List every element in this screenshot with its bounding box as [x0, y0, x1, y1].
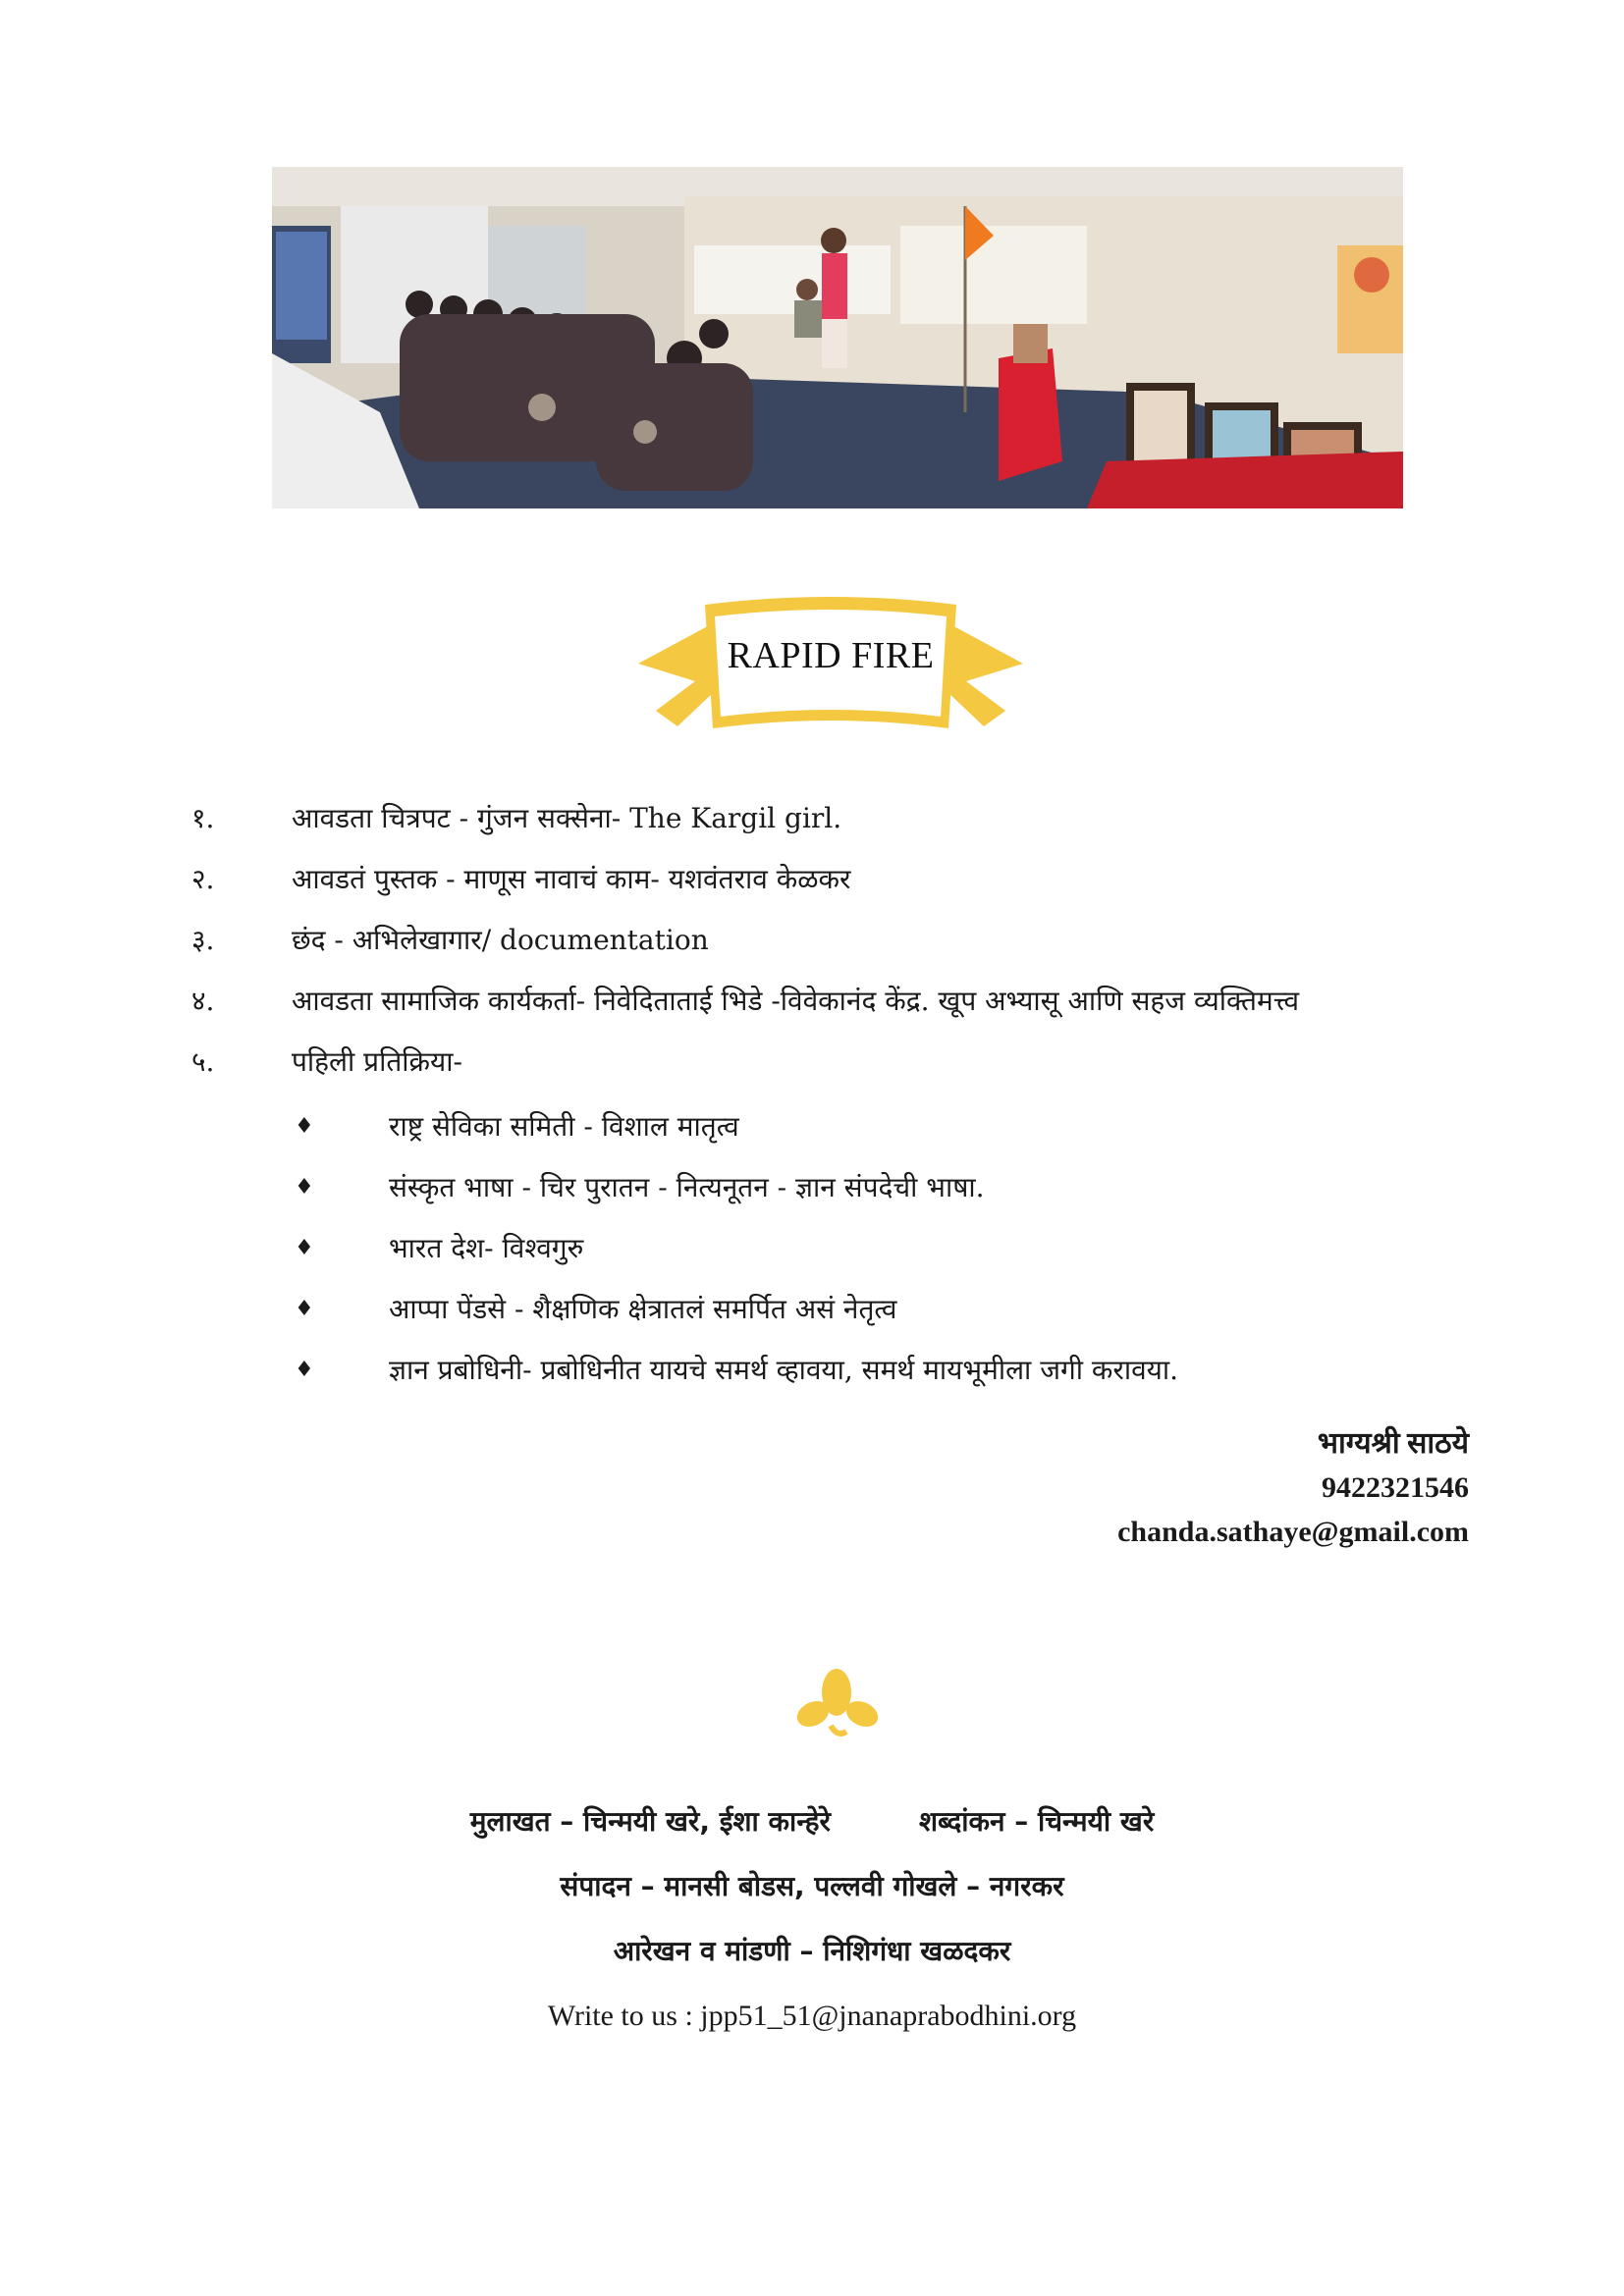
item-text: छंद - अभिलेखागार/ documentation [292, 924, 709, 956]
item-number: १. [191, 802, 215, 834]
item-number: ३. [191, 924, 215, 956]
item-text: संस्कृत भाषा - चिर पुरातन - नित्यनूतन - ज्ञान संपदेची भाषा. [389, 1171, 985, 1203]
list-item [295, 1351, 1424, 1412]
list-item [295, 1229, 1424, 1290]
diamond-bullet-icon: ♦ [295, 1358, 314, 1382]
credit-line-1 [0, 1802, 1624, 1867]
list-item [191, 921, 1429, 982]
item-text: आप्पा पेंडसे - शैक्षणिक क्षेत्रातलं समर्पित असं नेतृत्व [389, 1293, 897, 1325]
list-item [295, 1290, 1424, 1351]
list-item [295, 1107, 1424, 1168]
classroom-photo [272, 167, 1403, 508]
item-text: पहिली प्रतिक्रिया- [292, 1045, 463, 1078]
banner-title: RAPID FIRE [727, 635, 935, 676]
list-item [191, 982, 1429, 1042]
editing-credit: संपादन – मानसी बोडस, पल्लवी गोखले – नगरकर [560, 1870, 1064, 1902]
diamond-bullet-icon: ♦ [295, 1114, 314, 1139]
list-item [191, 860, 1429, 921]
author-phone: 9422321546 [1322, 1471, 1469, 1504]
diamond-bullet-icon: ♦ [295, 1175, 314, 1200]
rapid-fire-list [191, 799, 1429, 1103]
item-text: आवडता चित्रपट - गुंजन सक्सेना- The Kargil girl. [292, 802, 842, 834]
author-name: भाग्यश्री साठये [1317, 1427, 1469, 1460]
interview-credit: मुलाखत – चिन्मयी खरे, ईशा कान्हेरे [469, 1805, 831, 1838]
reactions-list [295, 1107, 1424, 1412]
design-credit: आरेखन व मांडणी – निशिगंधा खळदकर [613, 1935, 1011, 1967]
diamond-bullet-icon: ♦ [295, 1297, 314, 1321]
item-text: भारत देश- विश्वगुरु [389, 1232, 584, 1264]
item-text: ज्ञान प्रबोधिनी- प्रबोधिनीत यायचे समर्थ व्हावया, समर्थ मायभूमीला जगी करावया. [389, 1354, 1179, 1386]
list-item [295, 1168, 1424, 1229]
author-email: chanda.sathaye@gmail.com [1117, 1516, 1469, 1548]
item-text: आवडतं पुस्तक - माणूस नावाचं काम- यशवंतराव केळकर [292, 863, 851, 895]
credits-block [0, 1802, 1624, 2036]
signature-block [1117, 1421, 1469, 1554]
diamond-bullet-icon: ♦ [295, 1236, 314, 1260]
transcription-credit: शब्दांकन – चिन्मयी खरे [918, 1805, 1155, 1838]
flower-ornament-icon [795, 1667, 880, 1741]
list-item [191, 1042, 1429, 1103]
item-number: २. [191, 863, 215, 895]
item-text: राष्ट्र सेविका समिती - विशाल मातृत्व [389, 1110, 739, 1143]
rapid-fire-banner [636, 593, 1025, 746]
contact-email: Write to us : jpp51_51@jnanaprabodhini.org [547, 2000, 1077, 2032]
item-number: ५. [191, 1045, 215, 1078]
item-text: आवडता सामाजिक कार्यकर्ता- निवेदिताताई भिडे -विवेकानंद केंद्र. खूप अभ्यासू आणि सहज व्यक्तिमत्त्व [292, 985, 1300, 1017]
list-item [191, 799, 1429, 860]
item-number: ४. [191, 985, 215, 1017]
